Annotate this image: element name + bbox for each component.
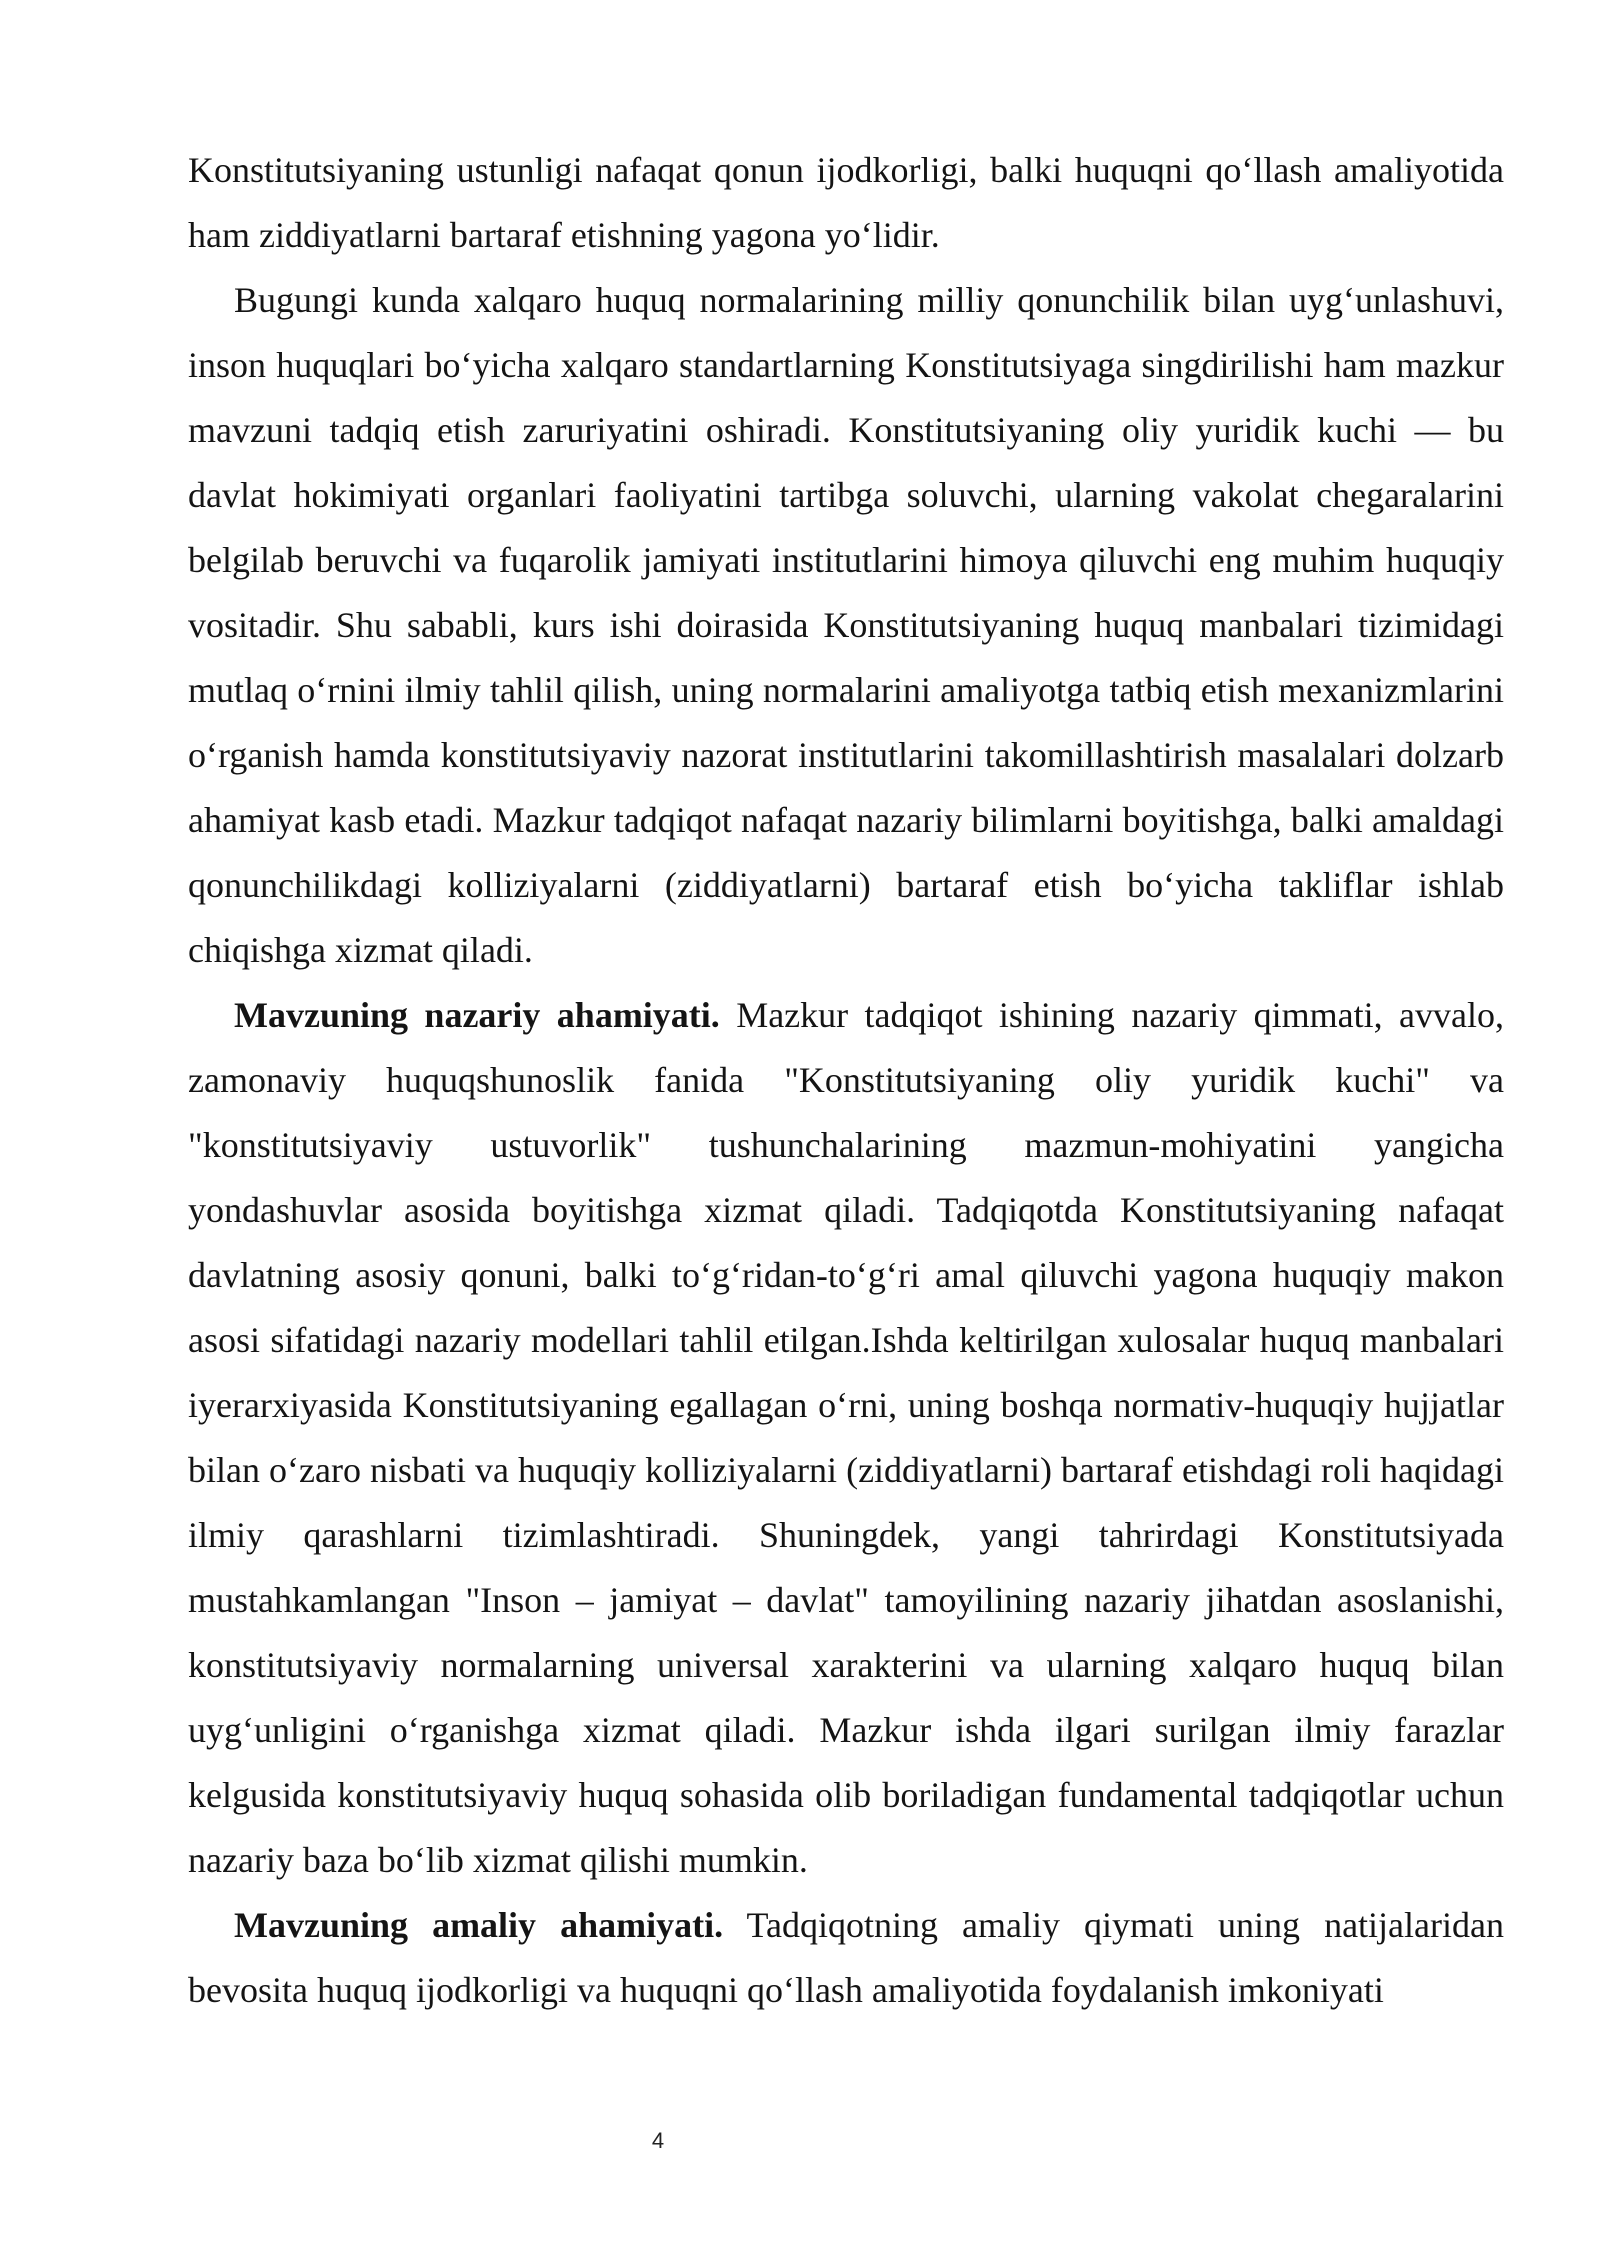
paragraph-1 <box>188 138 1504 268</box>
paragraph-theoretical-significance <box>188 983 1504 1893</box>
document-page <box>188 138 1504 2023</box>
paragraph-2-text: Bugungi kunda xalqaro huquq normalarining milliy qonunchilik bilan uyg‘unlashuvi, inson huquqlari bo‘yicha xalqaro standartlarning Konstitutsiyaga singdirilishi ham mazkur mavzuni tadqiq etish zaruriyatini oshiradi. Konstitutsiyaning oliy yuridik kuchi — bu davlat hokimiyati organlari faoliyatini tartibga soluvchi, ularning vakolat chegaralarini belgilab beruvchi va fuqarolik jamiyati institutlarini himoya qiluvchi eng muhim huquqiy vositadir. Shu sababli, kurs ishi doirasida Konstitutsiyaning huquq manbalari tizimidagi mutlaq o‘rnini ilmiy tahlil qilish, uning normalarini amaliyotga tatbiq etish mexanizmlarini o‘rganish hamda konstitutsiyaviy nazorat institutlarini takomillashtirish masalalari dolzarb ahamiyat kasb etadi. Mazkur tadqiqot nafaqat nazariy bilimlarni boyitishga, balki amaldagi qonunchilikdagi kolliziyalarni (ziddiyatlarni) bartaraf etish bo‘yicha takliflar ishlab chiqishga xizmat qiladi. <box>188 280 1504 970</box>
heading-practical-significance: Mavzuning amaliy ahamiyati. <box>234 1905 724 1945</box>
paragraph-practical-significance <box>188 1893 1504 2023</box>
paragraph-theoretical-significance-text: Mazkur tadqiqot ishining nazariy qimmati, avvalo, zamonaviy huquqshunoslik fanida "Konstitutsiyaning oliy yuridik kuchi" va "konstitutsiyaviy ustuvorlik" tushunchalarining mazmun-mohiyatini yangicha yondashuvlar asosida boyitishga xizmat qiladi. Tadqiqotda Konstitutsiyaning nafaqat davlatning asosiy qonuni, balki to‘g‘ridan-to‘g‘ri amal qiluvchi yagona huquqiy makon asosi sifatidagi nazariy modellari tahlil etilgan.Ishda keltirilgan xulosalar huquq manbalari iyerarxiyasida Konstitutsiyaning egallagan o‘rni, uning boshqa normativ-huquqiy hujjatlar bilan o‘zaro nisbati va huquqiy kolliziyalarni (ziddiyatlarni) bartaraf etishdagi roli haqidagi ilmiy qarashlarni tizimlashtiradi. Shuningdek, yangi tahrirdagi Konstitutsiyada mustahkamlangan "Inson – jamiyat – davlat" tamoyilining nazariy jihatdan asoslanishi, konstitutsiyaviy normalarning universal xarakterini va ularning xalqaro huquq bilan uyg‘unligini o‘rganishga xizmat qiladi. Mazkur ishda ilgari surilgan ilmiy farazlar kelgusida konstitutsiyaviy huquq sohasida olib boriladigan fundamental tadqiqotlar uchun nazariy baza bo‘lib xizmat qilishi mumkin. <box>188 995 1504 1880</box>
paragraph-1-text: Konstitutsiyaning ustunligi nafaqat qonun ijodkorligi, balki huquqni qo‘llash amaliyotida ham ziddiyatlarni bartaraf etishning yagona yo‘lidir. <box>188 150 1504 255</box>
paragraph-2 <box>188 268 1504 983</box>
paragraph-practical-significance-text: Tadqiqotning amaliy qiymati uning natijalaridan bevosita huquq ijodkorligi va huquqni qo‘llash amaliyotida foydalanish imkoniyati <box>188 1905 1504 2010</box>
heading-theoretical-significance: Mavzuning nazariy ahamiyati. <box>234 995 720 1035</box>
page-number: 4 <box>651 2128 665 2153</box>
